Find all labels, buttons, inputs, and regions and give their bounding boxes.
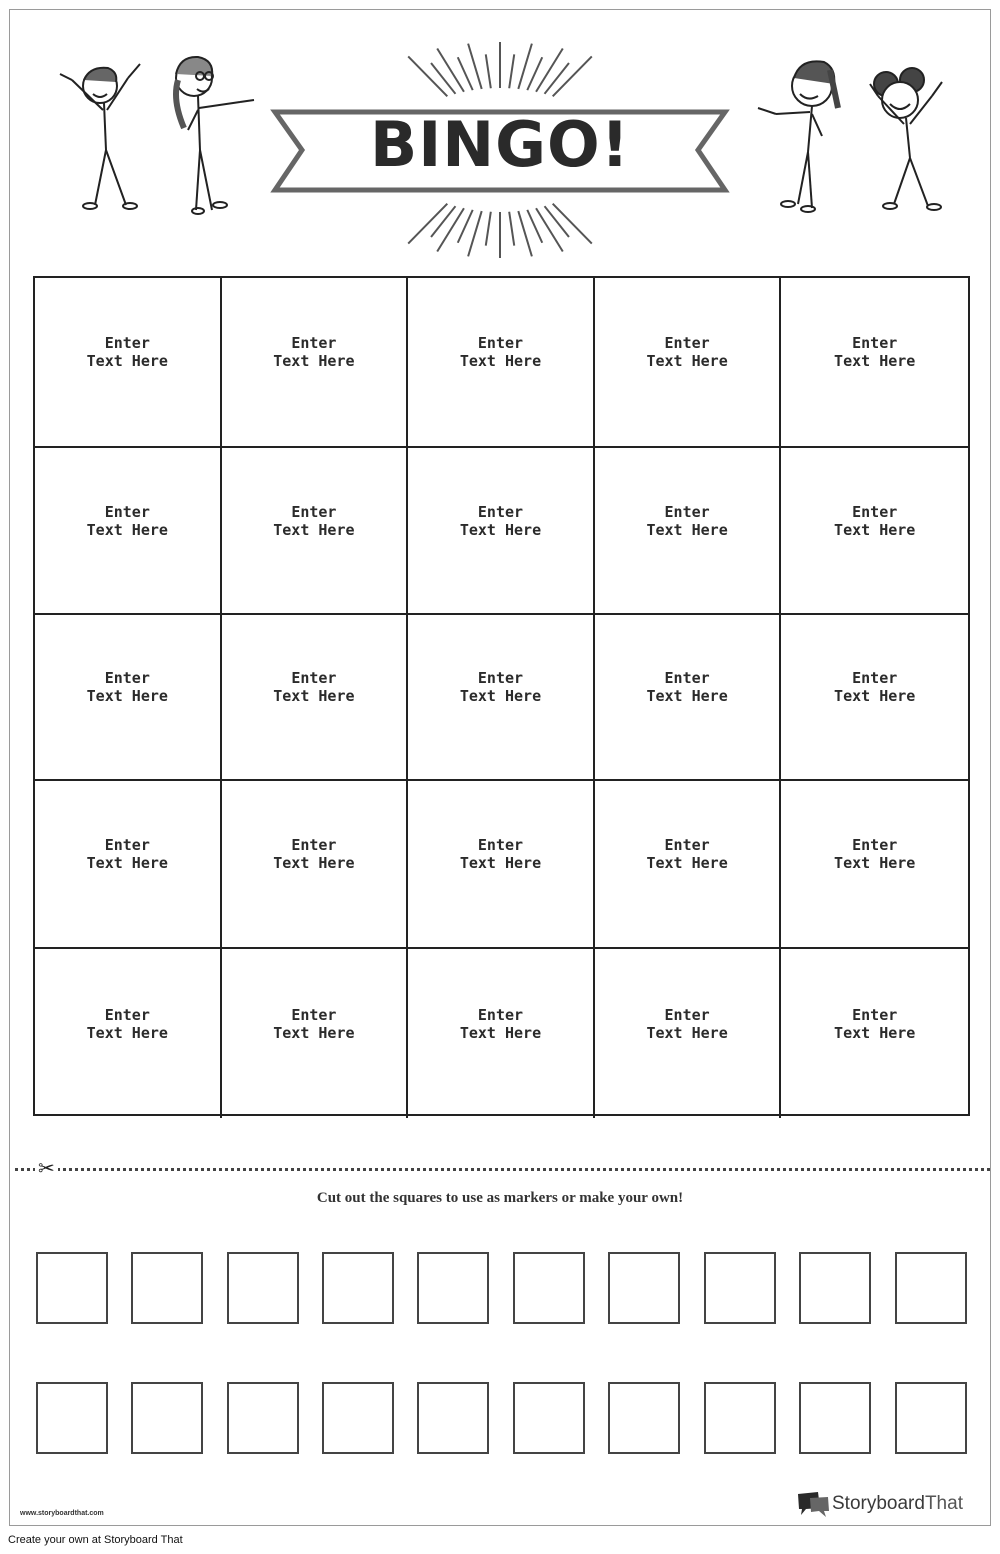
bingo-cell-text: Enter Text Here [646, 669, 728, 705]
bingo-cell-text: Enter Text Here [834, 669, 916, 705]
bingo-cell[interactable] [781, 448, 968, 615]
bingo-cell[interactable] [595, 949, 782, 1118]
bingo-cell[interactable] [408, 615, 595, 781]
bingo-grid [33, 276, 970, 1116]
starburst-ray [545, 206, 569, 237]
bingo-cell[interactable] [781, 949, 968, 1118]
bingo-title: BINGO! [369, 108, 631, 181]
bingo-cell-text: Enter Text Here [86, 334, 168, 370]
bingo-cell-text: Enter Text Here [646, 1005, 728, 1042]
bingo-cell[interactable] [35, 448, 222, 615]
bingo-cell-text: Enter Text Here [86, 502, 168, 539]
bingo-cell[interactable] [595, 615, 782, 781]
footer-url: www.storyboardthat.com [20, 1510, 104, 1517]
bingo-cell[interactable] [595, 781, 782, 949]
bingo-cell[interactable] [222, 781, 409, 949]
speech-bubble-icon [796, 1490, 830, 1518]
marker-square [704, 1252, 776, 1324]
marker-square [608, 1382, 680, 1454]
marker-square [895, 1382, 967, 1454]
bingo-cell-text: Enter Text Here [86, 1005, 168, 1042]
bingo-cell-text: Enter Text Here [646, 334, 728, 370]
bingo-cell-text: Enter Text Here [273, 669, 355, 705]
bingo-cell[interactable] [595, 278, 782, 448]
bingo-cell[interactable] [222, 448, 409, 615]
starburst-ray [437, 49, 464, 92]
storyboardthat-logo [796, 1490, 963, 1518]
bingo-cell[interactable] [35, 278, 222, 448]
bingo-cell[interactable] [408, 278, 595, 448]
marker-square [513, 1252, 585, 1324]
bingo-cell-text: Enter Text Here [459, 502, 542, 539]
marker-square [704, 1382, 776, 1454]
marker-square [799, 1252, 871, 1324]
bingo-cell-text: Enter Text Here [459, 669, 542, 705]
bingo-cell[interactable] [35, 949, 222, 1118]
dotted-cut-line [15, 1168, 990, 1175]
bingo-cell-text: Enter Text Here [459, 836, 542, 872]
scissors-icon: ✂ [35, 1158, 58, 1178]
bingo-cell[interactable] [781, 781, 968, 949]
bingo-cell[interactable] [222, 615, 409, 781]
marker-square [513, 1382, 585, 1454]
marker-square [417, 1382, 489, 1454]
marker-square [36, 1252, 108, 1324]
bingo-cell-text: Enter Text Here [834, 1005, 916, 1042]
marker-square [131, 1252, 203, 1324]
marker-square [322, 1382, 394, 1454]
marker-square [322, 1252, 394, 1324]
bingo-cell[interactable] [781, 615, 968, 781]
bingo-cell-text: Enter Text Here [834, 836, 916, 872]
starburst-ray [536, 208, 563, 251]
marker-square [895, 1252, 967, 1324]
bingo-cell[interactable] [35, 615, 222, 781]
bingo-cell-text: Enter Text Here [834, 334, 916, 370]
bingo-cell-text: Enter Text Here [273, 334, 355, 370]
marker-square [799, 1382, 871, 1454]
starburst-ray [486, 54, 491, 88]
bingo-cell[interactable] [222, 278, 409, 448]
starburst-ray [431, 63, 455, 94]
brand-name-part1: Storyboard [832, 1493, 925, 1514]
marker-square [608, 1252, 680, 1324]
stick-figure-girl-pointing [176, 57, 254, 214]
starburst-ray [545, 63, 569, 94]
starburst-ray [536, 49, 563, 92]
bingo-cell[interactable] [408, 781, 595, 949]
marker-square [131, 1382, 203, 1454]
bingo-cell[interactable] [222, 949, 409, 1118]
stick-figure-boy-cap [758, 61, 838, 212]
stick-figure-girl-curly-cheering [870, 68, 942, 210]
starburst-ray [486, 212, 491, 246]
bingo-cell-text: Enter Text Here [273, 502, 355, 539]
marker-square [227, 1382, 299, 1454]
marker-square [417, 1252, 489, 1324]
starburst-ray [509, 212, 514, 246]
brand-name-part2: That [924, 1493, 963, 1514]
stick-figure-boy-cheering [60, 64, 140, 209]
bingo-cell[interactable] [35, 781, 222, 949]
marker-square [36, 1382, 108, 1454]
bingo-cell-text: Enter Text Here [459, 334, 542, 370]
bingo-cell[interactable] [595, 448, 782, 615]
bingo-cell-text: Enter Text Here [273, 1005, 355, 1042]
bingo-cell-text: Enter Text Here [273, 836, 355, 872]
bingo-cell[interactable] [781, 278, 968, 448]
marker-square [227, 1252, 299, 1324]
bingo-cell-text: Enter Text Here [459, 1005, 542, 1042]
cut-instruction: Cut out the squares to use as markers or make your own! [316, 1190, 684, 1206]
bingo-cell-text: Enter Text Here [834, 502, 916, 539]
create-your-own-note: Create your own at Storyboard That [8, 1534, 183, 1546]
starburst-ray [509, 54, 514, 88]
starburst-ray [431, 206, 455, 237]
bingo-cell[interactable] [408, 949, 595, 1118]
bingo-cell-text: Enter Text Here [86, 836, 168, 872]
bingo-cell-text: Enter Text Here [646, 502, 728, 539]
bingo-cell[interactable] [408, 448, 595, 615]
bingo-cell-text: Enter Text Here [86, 669, 168, 705]
bingo-cell-text: Enter Text Here [646, 836, 728, 872]
starburst-ray [437, 208, 464, 251]
